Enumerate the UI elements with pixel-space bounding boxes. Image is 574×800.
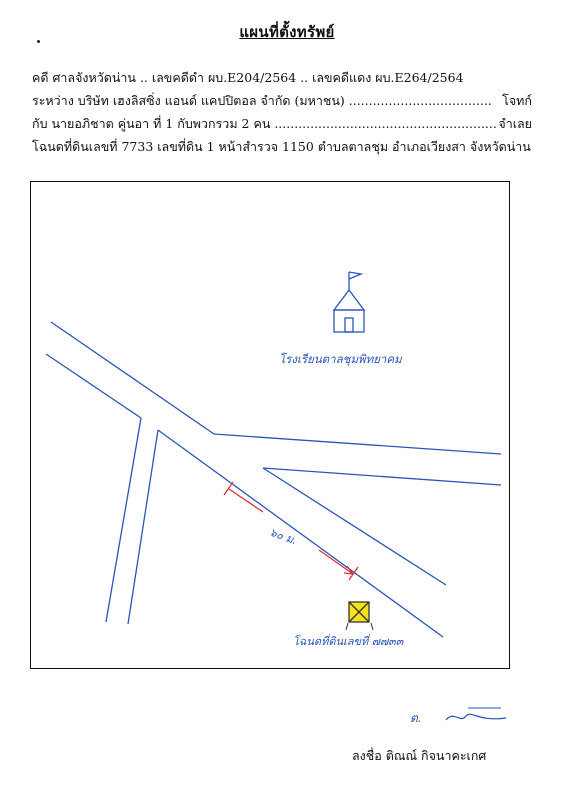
plaintiff-row — [32, 93, 532, 109]
road-lines — [46, 322, 501, 637]
deed-line: โฉนดที่ดินเลขที่ 7733 เลขที่ดิน 1 หน้าสำรวจ 1150 ตำบลตาลชุม อำเภอเวียงสา จังหวัดน่าน — [32, 139, 531, 154]
east-road-lower-edge — [263, 468, 501, 485]
main-road-lower-edge — [46, 354, 141, 418]
distance-label: ๖๐ ม. — [267, 525, 299, 548]
signature-initials: ต. — [410, 711, 422, 725]
side-road-left-edge — [106, 418, 141, 622]
side-road-right-edge — [128, 430, 158, 624]
handwritten-signature — [406, 702, 516, 732]
parcel-label: โฉนดที่ดินเลขที่ ๗๗๓๓ — [293, 635, 404, 648]
main-road-upper-edge — [51, 322, 214, 434]
plaintiff-role: โจทก์ — [502, 93, 532, 108]
signer-line: ลงชื่อ ติณณ์ กิจนาคะเกศ — [352, 748, 487, 763]
parcel-marker-icon — [346, 602, 373, 630]
defendant-row — [32, 116, 532, 132]
defendant-line: กับ นายอภิชาต คู่นอา ที่ 1 กับพวกรวม 2 คน ........................................................ — [32, 116, 497, 131]
case-line: คดี ศาลจังหวัดน่าน .. เลขคดีดำ ผบ.E204/2564 .. เลขคดีแดง ผบ.E264/2564 — [32, 70, 464, 85]
document-title: แผนที่ตั้งทรัพย์ — [239, 23, 335, 41]
school-flag-icon — [334, 272, 364, 332]
main-road-lower-edge-continued — [158, 430, 443, 637]
plaintiff-line: ระหว่าง บริษัท เฮงลิสซิ่ง แอนด์ แคปปิตอล จำกัด (มหาชน) .................................... — [32, 93, 492, 108]
school-label: โรงเรียนตาลชุมพิทยาคม — [279, 352, 402, 366]
east-road-upper-edge — [214, 434, 501, 454]
defendant-role: จำเลย — [498, 116, 532, 131]
distance-marker — [224, 482, 358, 580]
location-map — [31, 182, 511, 670]
map-frame — [30, 181, 510, 669]
